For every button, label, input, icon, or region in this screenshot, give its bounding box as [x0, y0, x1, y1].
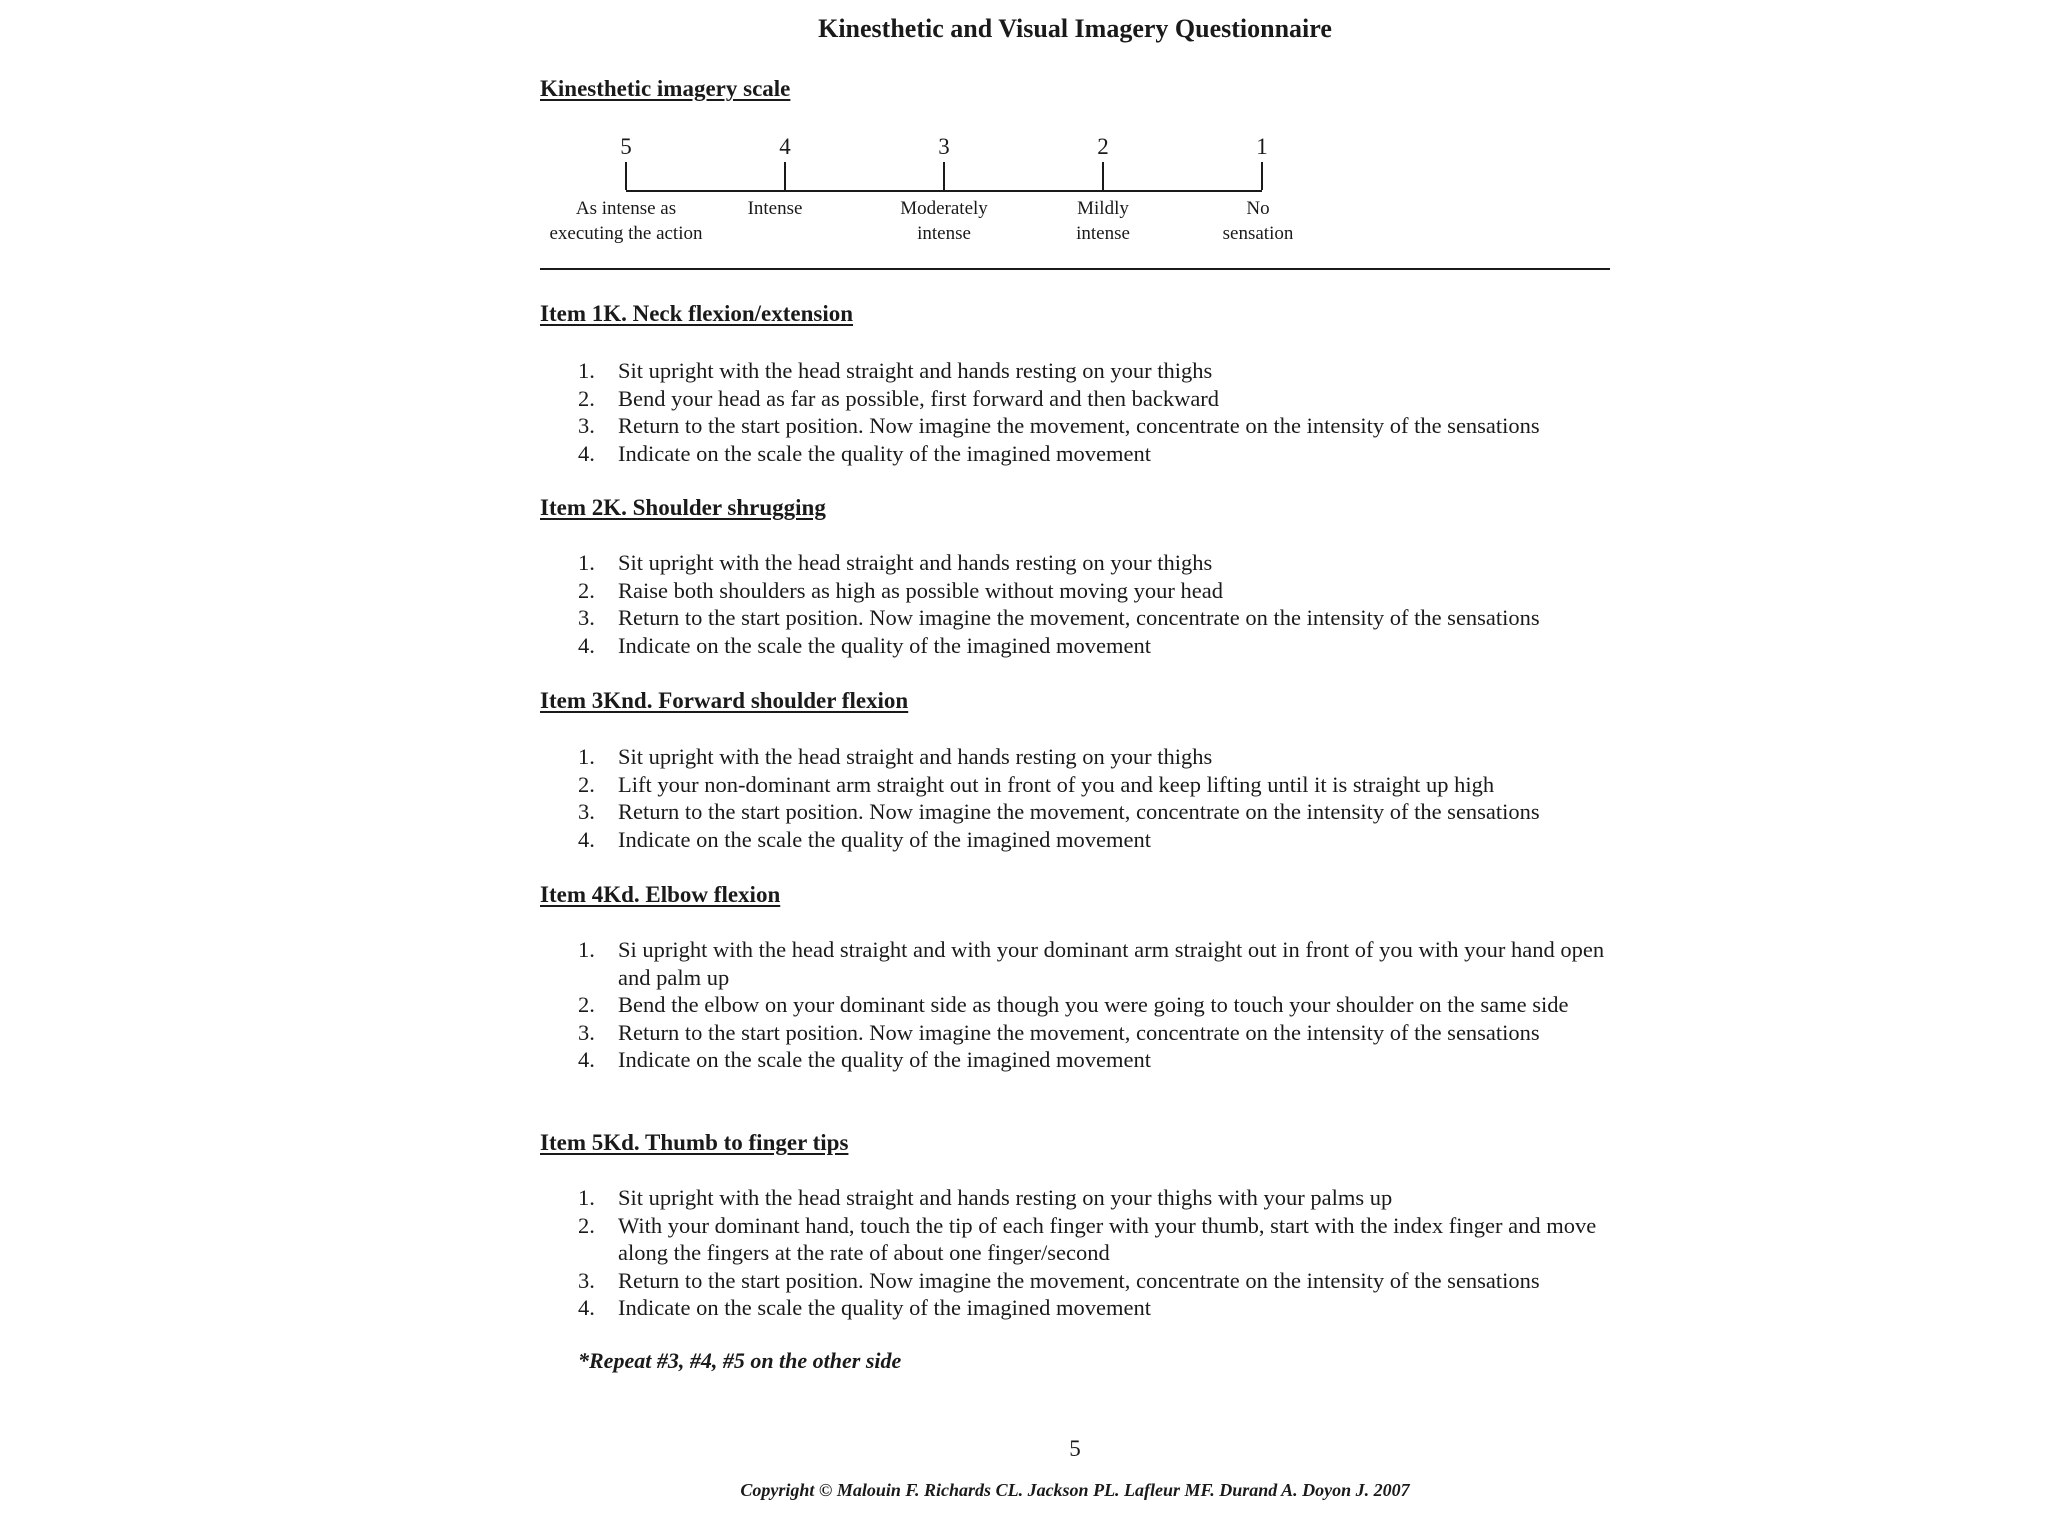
item-2k-steps — [540, 549, 1620, 659]
scale-tick — [943, 162, 945, 190]
scale-value: 1 — [1256, 134, 1268, 159]
list-item: 4. Indicate on the scale the quality of the imagined movement — [578, 440, 1151, 466]
scale-tick — [1102, 162, 1104, 190]
page-number: 5 — [1069, 1436, 1081, 1461]
list-item: 4. Indicate on the scale the quality of the imagined movement — [578, 1295, 1151, 1320]
list-item: 2. With your dominant hand, touch the tip of each finger with your thumb, start with the index finger and move along the fingers at the rate of about one finger/second — [578, 1212, 1597, 1265]
scale-label: Mildly intense — [1076, 198, 1130, 244]
scale-point-3 — [864, 134, 1024, 246]
scale-tick — [784, 162, 786, 190]
scale-point-5 — [546, 134, 706, 246]
list-item: 2. Raise both shoulders as high as possible without moving your head — [578, 577, 1223, 603]
list-item: 4. Indicate on the scale the quality of the imagined movement — [578, 632, 1151, 658]
scale-tick — [1261, 162, 1263, 190]
list-item: 2. Bend the elbow on your dominant side as though you were going to touch your shoulder on the same side — [578, 992, 1569, 1017]
item-3knd-heading: Item 3Knd. Forward shoulder flexion — [540, 688, 909, 713]
list-item: 2. Lift your non-dominant arm straight out in front of you and keep lifting until it is straight up high — [578, 771, 1495, 797]
list-item: 4. Indicate on the scale the quality of the imagined movement — [578, 826, 1151, 852]
scale-value: 5 — [620, 134, 632, 159]
list-item: 3. Return to the start position. Now imagine the movement, concentrate on the intensity of the sensations — [578, 605, 1540, 630]
list-item: 3. Return to the start position. Now imagine the movement, concentrate on the intensity of the sensations — [578, 413, 1540, 438]
item-4kd-heading: Item 4Kd. Elbow flexion — [540, 882, 781, 907]
scale-label: Intense — [747, 198, 803, 219]
list-item: 1. Sit upright with the head straight and hands resting on your thighs — [578, 744, 1213, 769]
scale-value: 4 — [779, 134, 791, 159]
scale-point-1 — [1182, 134, 1342, 246]
scale-value: 3 — [938, 134, 950, 159]
list-item: 3. Return to the start position. Now imagine the movement, concentrate on the intensity of the sensations — [578, 1019, 1540, 1045]
repeat-note: *Repeat #3, #4, #5 on the other side — [578, 1348, 902, 1373]
item-5kd-steps — [540, 1184, 1620, 1322]
scale-label: No sensation — [1222, 198, 1294, 244]
kinesthetic-imagery-scale — [540, 134, 1300, 254]
scale-value: 2 — [1097, 134, 1109, 159]
scale-heading: Kinesthetic imagery scale — [540, 76, 791, 101]
document-title: Kinesthetic and Visual Imagery Questionnaire — [818, 14, 1332, 43]
list-item: 1. Sit upright with the head straight and hands resting on your thighs — [578, 550, 1213, 575]
item-5kd-heading: Item 5Kd. Thumb to finger tips — [540, 1130, 849, 1155]
scale-tick — [625, 162, 627, 190]
copyright-footer: Copyright © Malouin F. Richards CL. Jackson PL. Lafleur MF. Durand A. Doyon J. 2007 — [740, 1480, 1410, 1500]
list-item: 1. Sit upright with the head straight and hands resting on your thighs with your palms up — [578, 1185, 1393, 1210]
list-item: 3. Return to the start position. Now imagine the movement, concentrate on the intensity of the sensations — [578, 799, 1540, 824]
item-3knd-steps — [540, 743, 1620, 853]
scale-label: Moderately intense — [900, 198, 988, 244]
scale-point-4 — [705, 134, 865, 221]
list-item: 3. Return to the start position. Now imagine the movement, concentrate on the intensity of the sensations — [578, 1267, 1540, 1293]
list-item: 4. Indicate on the scale the quality of the imagined movement — [578, 1047, 1151, 1072]
list-item: 2. Bend your head as far as possible, first forward and then backward — [578, 385, 1220, 411]
item-4kd-steps — [540, 936, 1620, 1074]
scale-point-2 — [1023, 134, 1183, 246]
item-1k-steps — [540, 357, 1620, 467]
list-item: 1. Sit upright with the head straight and hands resting on your thighs — [578, 358, 1213, 383]
scale-label: As intense as executing the action — [549, 198, 703, 244]
item-1k-heading: Item 1K. Neck flexion/extension — [540, 301, 854, 326]
list-item: 1. Si upright with the head straight and with your dominant arm straight out in front of you with your hand open and palm up — [578, 937, 1605, 990]
section-divider — [540, 268, 1610, 270]
item-2k-heading: Item 2K. Shoulder shrugging — [540, 495, 826, 520]
